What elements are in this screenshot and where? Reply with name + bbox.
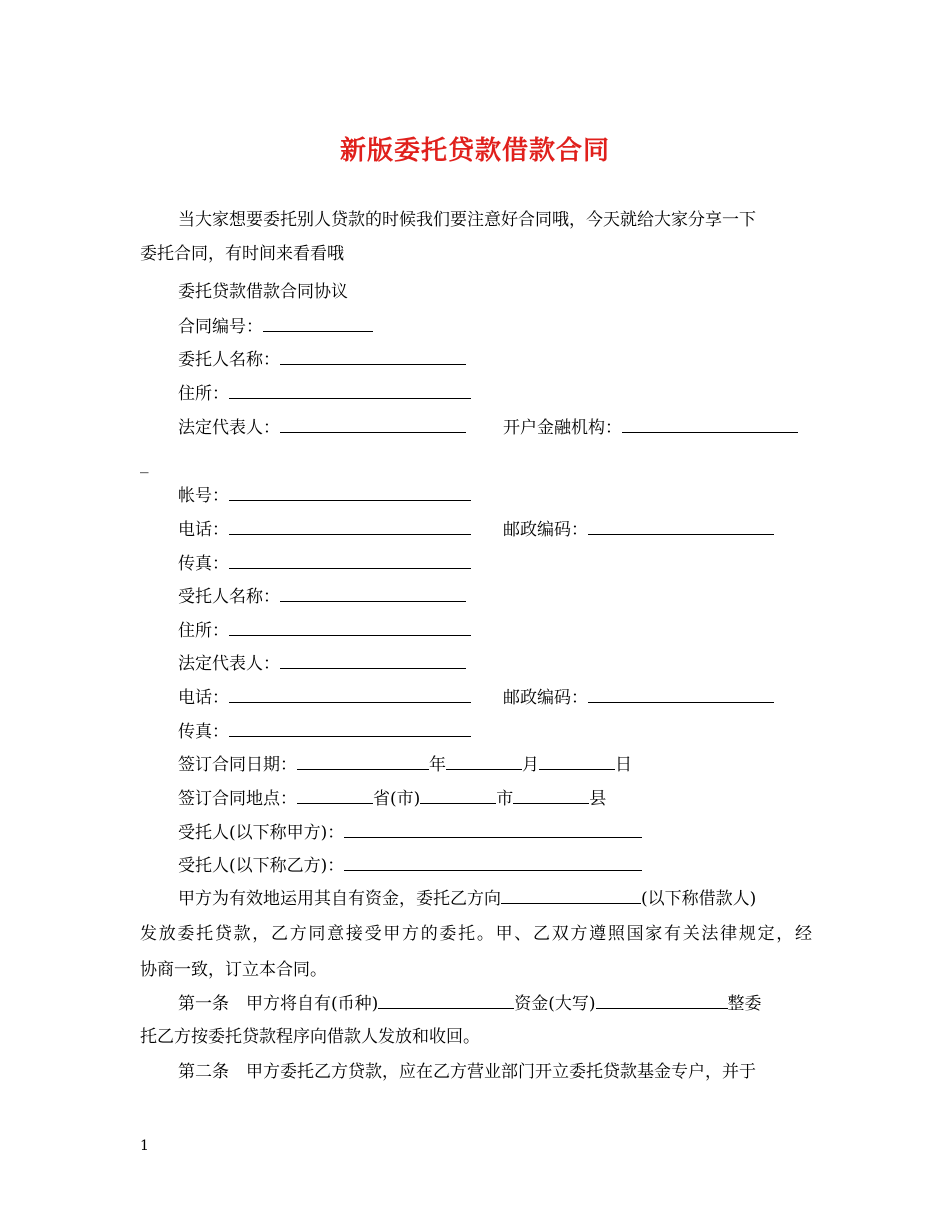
- page-number: 1: [140, 1138, 149, 1154]
- trustee-legal-rep-label: 法定代表人：: [178, 654, 280, 674]
- principal-phone-label: 电话：: [178, 520, 229, 540]
- trustee-fax-label: 传真：: [178, 722, 229, 742]
- principal-name-blank: [280, 347, 466, 365]
- principal-postal-label: 邮政编码：: [503, 520, 588, 540]
- trustee-fax-row: [178, 719, 471, 744]
- trustee-address-blank: [229, 618, 471, 636]
- sign-place-row: [178, 786, 606, 811]
- party-b-row: [178, 853, 642, 878]
- principal-account-blank: [229, 483, 471, 501]
- principal-fax-row: [178, 551, 471, 576]
- sign-year-blank: [297, 752, 429, 770]
- month-label: 月: [522, 755, 539, 775]
- sign-province-blank: [297, 786, 373, 804]
- party-a-label: 受托人(以下称甲方)：: [178, 823, 345, 843]
- paragraph-1-text-a: 甲方为有效地运用其自有资金，委托乙方向: [178, 889, 501, 909]
- sign-date-row: [178, 752, 632, 777]
- contract-number-blank: [263, 314, 373, 332]
- day-label: 日: [615, 755, 632, 775]
- intro-line-1: 当大家想要委托别人贷款的时候我们要注意好合同哦，今天就给大家分享一下: [178, 210, 756, 230]
- sign-place-label: 签订合同地点：: [178, 789, 297, 809]
- province-label: 省(市): [373, 789, 421, 809]
- year-label: 年: [429, 755, 446, 775]
- principal-bank-row: [503, 415, 798, 440]
- principal-postal-row: [503, 517, 774, 542]
- trustee-phone-blank: [229, 685, 471, 703]
- article-1-line-1: [178, 991, 762, 1016]
- borrower-blank: [501, 886, 641, 904]
- paragraph-1-line-1: [178, 886, 756, 911]
- principal-phone-blank: [229, 517, 471, 535]
- paragraph-1-text-b: (以下称借款人): [641, 889, 757, 909]
- principal-address-label: 住所：: [178, 384, 229, 404]
- paragraph-1-line-2: 发放委托贷款，乙方同意接受甲方的委托。甲、乙双方遵照国家有关法律规定，经: [140, 924, 812, 944]
- principal-fax-label: 传真：: [178, 554, 229, 574]
- sign-city-blank: [420, 786, 496, 804]
- party-a-blank: [344, 820, 642, 838]
- sign-month-blank: [446, 752, 522, 770]
- trustee-name-label: 受托人名称：: [178, 587, 280, 607]
- principal-fax-blank: [229, 551, 471, 569]
- party-a-row: [178, 820, 642, 845]
- city-label: 市: [496, 789, 514, 809]
- stray-underscore: _: [140, 454, 149, 474]
- article-1-text-a: 第一条 甲方将自有(币种): [178, 994, 379, 1014]
- principal-name-label: 委托人名称：: [178, 350, 280, 370]
- amount-blank: [596, 991, 728, 1009]
- intro-line-2: 委托合同，有时间来看看哦: [140, 244, 344, 264]
- principal-bank-blank: [622, 415, 798, 433]
- trustee-postal-label: 邮政编码：: [503, 688, 588, 708]
- trustee-name-row: [178, 584, 466, 609]
- principal-legal-rep-label: 法定代表人：: [178, 418, 280, 438]
- principal-postal-blank: [588, 517, 774, 535]
- party-b-label: 受托人(以下称乙方)：: [178, 856, 345, 876]
- sign-date-label: 签订合同日期：: [178, 755, 297, 775]
- principal-legal-rep-row: [178, 415, 466, 440]
- principal-address-row: [178, 381, 471, 406]
- article-1-text-c: 整委: [727, 994, 762, 1014]
- article-2-line-1: 第二条 甲方委托乙方贷款，应在乙方营业部门开立委托贷款基金专户，并于: [178, 1062, 756, 1082]
- trustee-fax-blank: [229, 719, 471, 737]
- principal-account-label: 帐号：: [178, 486, 229, 506]
- principal-name-row: [178, 347, 466, 372]
- sign-day-blank: [539, 752, 615, 770]
- principal-bank-label: 开户金融机构：: [503, 418, 622, 438]
- party-b-blank: [344, 853, 642, 871]
- contract-number-row: [178, 314, 373, 339]
- trustee-phone-row: [178, 685, 471, 710]
- principal-phone-row: [178, 517, 471, 542]
- principal-account-row: [178, 483, 471, 508]
- trustee-phone-label: 电话：: [178, 688, 229, 708]
- trustee-postal-blank: [588, 685, 774, 703]
- agreement-subtitle: 委托贷款借款合同协议: [178, 282, 348, 302]
- trustee-legal-rep-row: [178, 651, 466, 676]
- trustee-postal-row: [503, 685, 774, 710]
- contract-number-label: 合同编号：: [178, 317, 263, 337]
- trustee-address-label: 住所：: [178, 621, 229, 641]
- trustee-legal-rep-blank: [280, 651, 466, 669]
- sign-county-blank: [513, 786, 589, 804]
- principal-address-blank: [229, 381, 471, 399]
- paragraph-1-line-3: 协商一致，订立本合同。: [140, 960, 327, 980]
- currency-blank: [378, 991, 514, 1009]
- principal-legal-rep-blank: [280, 415, 466, 433]
- article-1-line-2: 托乙方按委托贷款程序向借款人发放和收回。: [140, 1027, 480, 1047]
- trustee-address-row: [178, 618, 471, 643]
- county-label: 县: [589, 789, 607, 809]
- article-1-text-b: 资金(大写): [514, 994, 596, 1014]
- trustee-name-blank: [280, 584, 466, 602]
- document-title: 新版委托贷款借款合同: [339, 136, 610, 166]
